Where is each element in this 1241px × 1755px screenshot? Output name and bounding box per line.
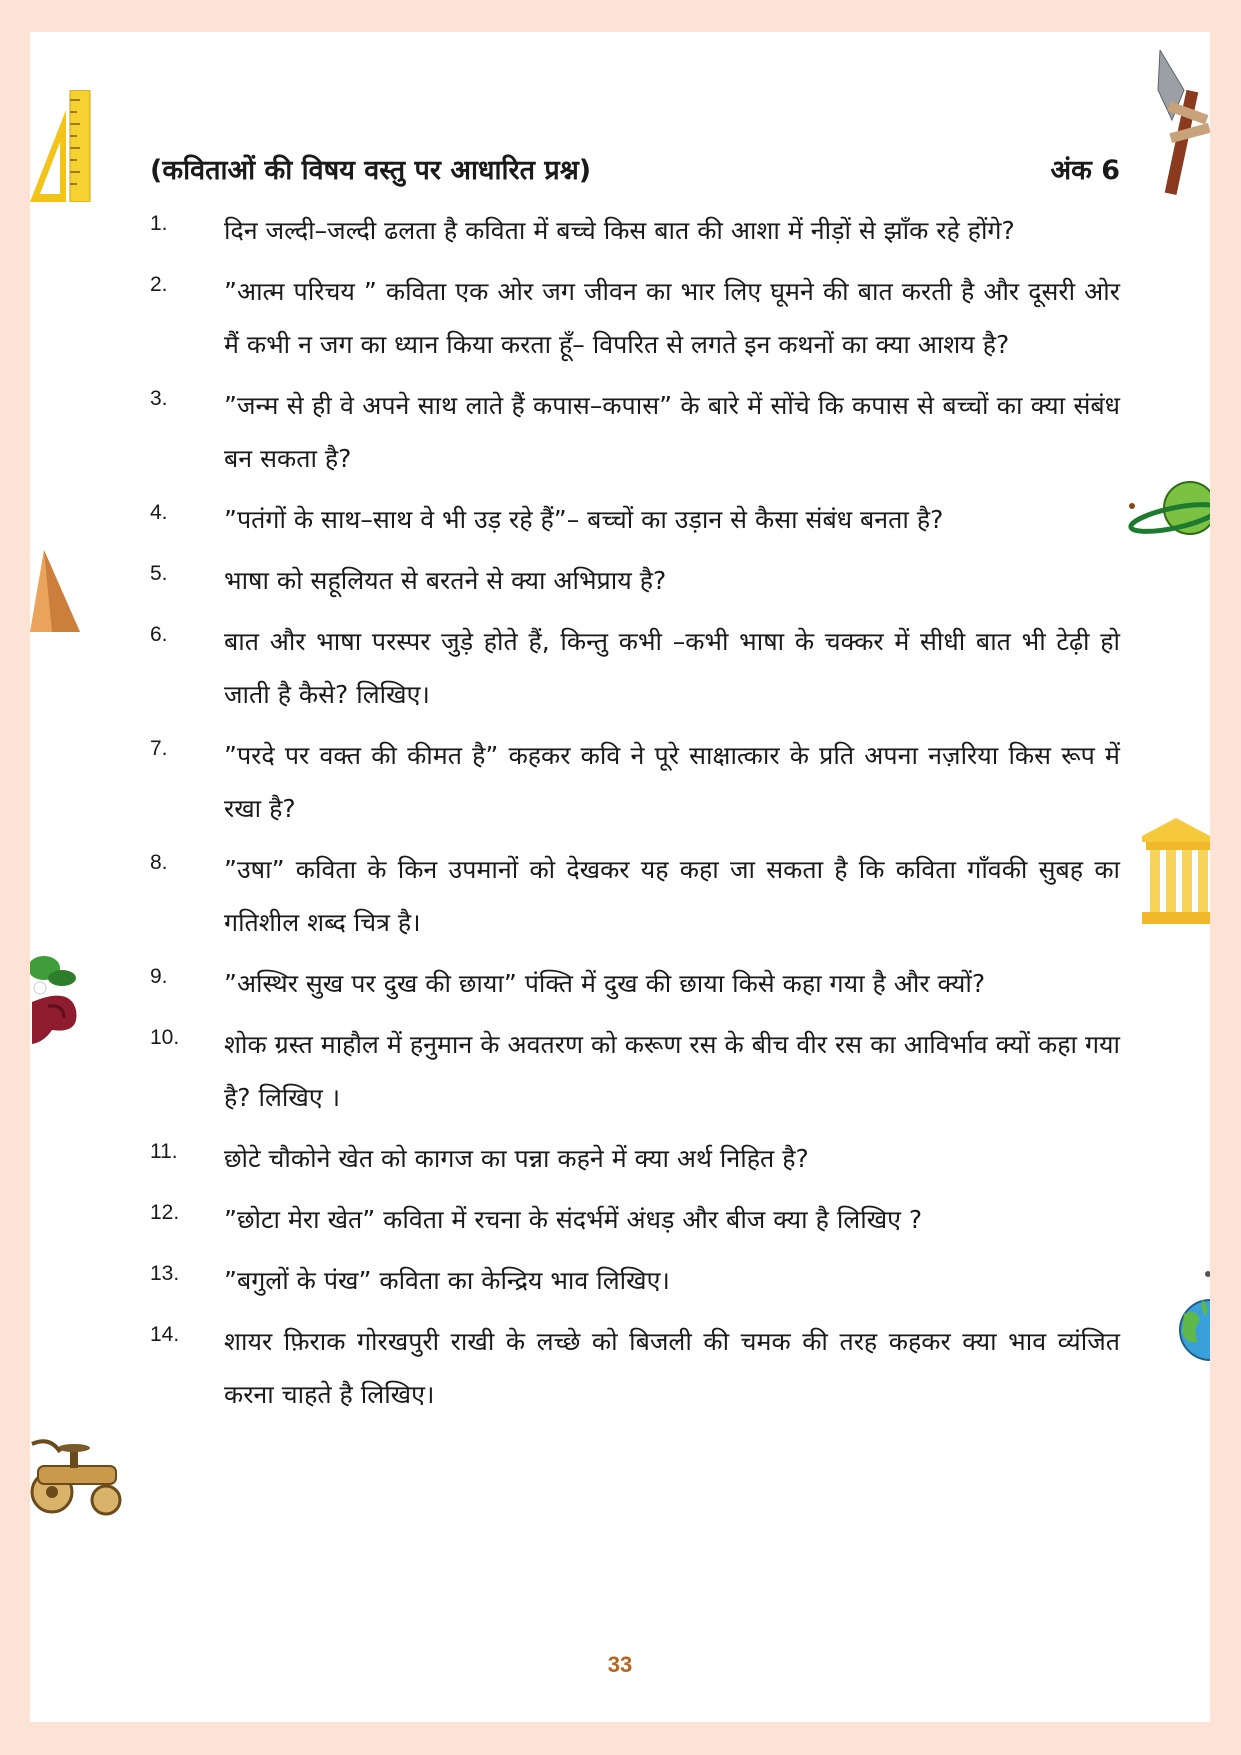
question-text: ”जन्म से ही वे अपने साथ लाते हैं कपास–कपास” के बारे में सोंचे कि कपास से बच्चों का क्या संबंध बन सकता है? — [224, 391, 1120, 473]
question-number: 1. — [150, 212, 168, 235]
question-text: बात और भाषा परस्पर जुड़े होते हैं, किन्तु कभी –कभी भाषा के चक्कर में सीधी बात भी टेढ़ी हो जाती है कैसे? लिखिए। — [224, 627, 1120, 709]
question-number: 9. — [150, 965, 168, 988]
question-list — [150, 204, 1120, 1429]
question-item — [150, 265, 1120, 371]
marks-label: अंक 6 — [1050, 155, 1120, 186]
question-number: 12. — [150, 1201, 180, 1224]
question-text: ”परदे पर वक्त की कीमत है” कहकर कवि ने पूरे साक्षात्कार के प्रति अपना नज़रिया किस रूप में रखा है? — [224, 741, 1120, 823]
question-item — [150, 1132, 1120, 1185]
question-number: 5. — [150, 562, 168, 585]
pyramid-icon — [30, 550, 80, 632]
question-text: ”आत्म परिचय ” कविता एक ओर जग जीवन का भार लिए घूमने की बात करती है और दूसरी ओर मैं कभी न जग का ध्यान किया करता हूँ– विपरित से लगते इन कथनों का क्या आशय है? — [224, 277, 1120, 359]
planet-saturn-icon — [1128, 480, 1210, 540]
globe-icon — [1170, 1270, 1210, 1362]
question-item — [150, 379, 1120, 485]
set-square-ruler-icon — [30, 90, 92, 202]
question-text: ”अस्थिर सुख पर दुख की छाया” पंक्ति में दुख की छाया किसे कहा गया है और क्यों? — [224, 969, 986, 998]
cannon-cart-icon — [30, 1434, 126, 1518]
question-text: ”बगुलों के पंख” कविता का केन्द्रिय भाव लिखिए। — [224, 1266, 670, 1295]
section-title: (कविताओं की विषय वस्तु पर आधारित प्रश्न) — [150, 155, 592, 186]
question-number: 8. — [150, 851, 168, 874]
question-text: ”पतंगों के साथ–साथ वे भी उड़ रहे हैं”– बच्चों का उड़ान से कैसा संबंध बनता है? — [224, 505, 944, 534]
question-item — [150, 1254, 1120, 1307]
question-item — [150, 843, 1120, 949]
question-item — [150, 729, 1120, 835]
question-text: छोटे चौकोने खेत को कागज का पन्ना कहने में क्या अर्थ निहित है? — [224, 1144, 809, 1173]
rose-plant-icon — [30, 948, 82, 1046]
axe-tool-icon — [1150, 50, 1210, 200]
question-item — [150, 957, 1120, 1010]
section-header — [150, 150, 1120, 187]
question-text: दिन जल्दी–जल्दी ढलता है कविता में बच्चे किस बात की आशा में नीड़ों से झाँक रहे होंगे? — [224, 216, 1015, 245]
question-number: 2. — [150, 273, 168, 296]
question-number: 10. — [150, 1026, 180, 1049]
document-page — [30, 32, 1210, 1722]
question-item — [150, 1315, 1120, 1421]
question-text: ”उषा” कविता के किन उपमानों को देखकर यह कहा जा सकता है कि कविता गाँवकी सुबह का गतिशील शब्द चित्र है। — [224, 855, 1120, 937]
question-text: शोक ग्रस्त माहौल में हनुमान के अवतरण को करूण रस के बीच वीर रस का आविर्भाव क्यों कहा गया है? लिखिए । — [224, 1030, 1120, 1112]
question-item — [150, 493, 1120, 546]
question-text: ”छोटा मेरा खेत” कविता में रचना के संदर्भमें अंधड़ और बीज क्या है लिखिए ? — [224, 1205, 923, 1234]
question-item — [150, 615, 1120, 721]
question-number: 4. — [150, 501, 168, 524]
question-number: 14. — [150, 1323, 180, 1346]
question-number: 3. — [150, 387, 168, 410]
question-text: शायर फ़िराक गोरखपुरी राखी के लच्छे को बिजली की चमक की तरह कहकर क्या भाव व्यंजित करना चाहते है लिखिए। — [224, 1327, 1120, 1409]
question-text: भाषा को सहूलियत से बरतने से क्या अभिप्राय है? — [224, 566, 667, 595]
question-number: 13. — [150, 1262, 180, 1285]
question-number: 11. — [150, 1140, 178, 1163]
question-item — [150, 204, 1120, 257]
question-number: 6. — [150, 623, 168, 646]
greek-temple-icon — [1142, 818, 1210, 924]
page-number: 33 — [607, 1652, 633, 1677]
question-item — [150, 1018, 1120, 1124]
question-number: 7. — [150, 737, 168, 760]
question-item — [150, 1193, 1120, 1246]
question-item — [150, 554, 1120, 607]
